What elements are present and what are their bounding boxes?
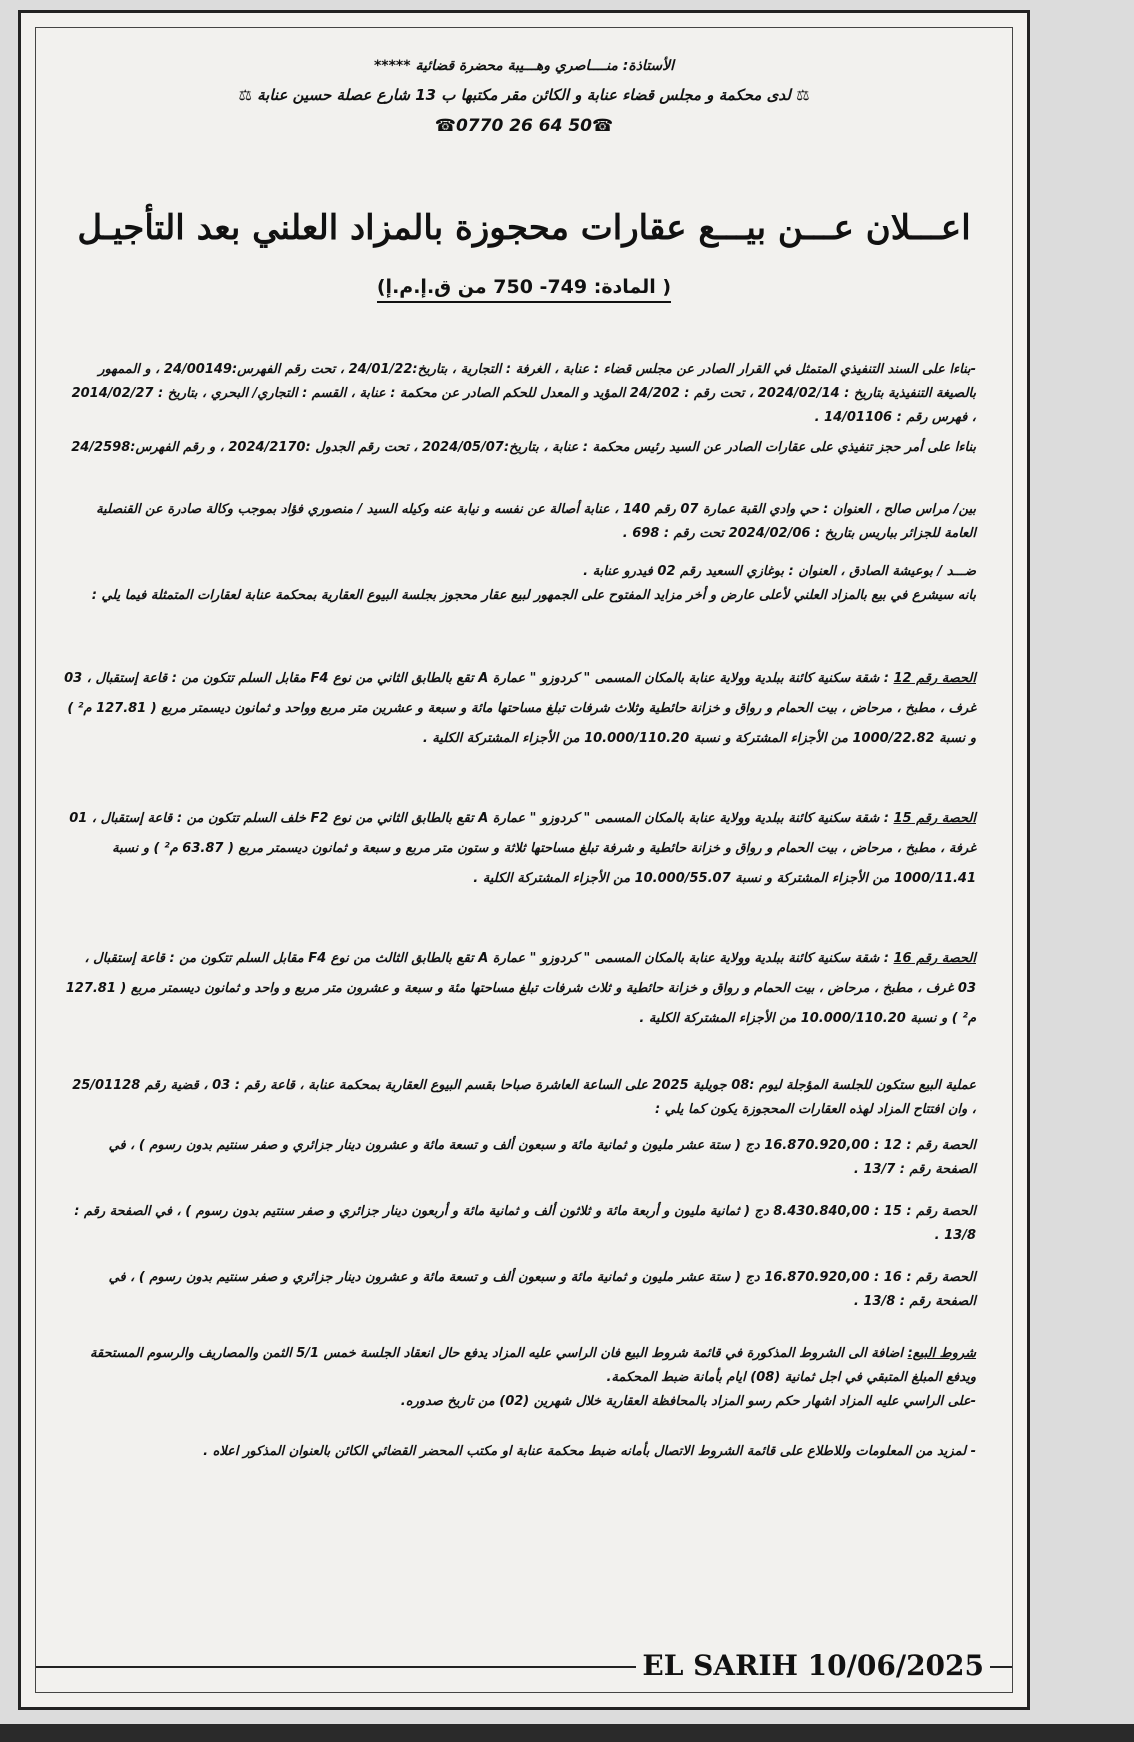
bailiff-phone: [36, 116, 1012, 136]
bailiff-name: ***** الأستاذة: منــــاصري وهـــيبة محضرة قضائية: [373, 58, 675, 74]
lot-label: الحصة رقم 16: [893, 951, 976, 966]
price-lot-12: الحصة رقم : 12 : 16.870.920,00 دج ( ستة عشر مليون و ثمانية مائة و سبعون ألف و تسعة مائة و عشرون دينار جزائري و صفر سنتيم بدون رسوم ) ، في الصفحة رقم : 13/7 .: [108, 1138, 976, 1177]
legal-article: ( المادة: 749- 750 من ق.إ.م.إ): [377, 276, 671, 303]
sale-conditions: [64, 1342, 976, 1414]
conditions-label: شروط البيع:: [907, 1346, 976, 1361]
phone-icon: ☎: [592, 116, 614, 136]
newspaper-clipping: [18, 10, 1030, 1710]
paragraph-auction-intro: بانه سيشرع في بيع بالمزاد العلني لأعلى عارض و أخر مزايد المفتوح على الجمهور لبيع عقار محجوز بجلسة البيوع العقارية بمحكمة عنابة لعقارات المتمثلة فيما يلي :: [91, 588, 976, 603]
lot-description: : شقة سكنية كائنة ببلدية وولاية عنابة بالمكان المسمى " كردوزو " عمارة A تقع بالطابق الثاني من نوع F4 مقابل السلم تتكون من : قاعة إستقبال ، 03 غرف ، مطبخ ، مرحاض ، بيت الحمام و رواق و خزانة حائطية وثلاث شرفات تبلغ مساحتها مائة و سبعة و عشرين متر مربع وواحد و ثمانون ديسمتر مربع ( 127.81 م² ) و نسبة 1000/22.82 من الأجزاء المشتركة و نسبة 10.000/110.20 من الأجزاء المشتركة الكلية .: [64, 671, 976, 746]
notice-subtitle: [36, 276, 1012, 298]
bottom-edge: [0, 1724, 1134, 1742]
paragraph-seizure-order: بناءا على أمر حجز تنفيذي على عقارات الصادر عن السيد رئيس محكمة : عنابة ، بتاريخ:2024/05/07 ، تحت رقم الجدول :2024/2170 ، و رقم الفهرس:24/2598: [71, 440, 976, 455]
notice-frame: [35, 27, 1013, 1693]
lot-16: [64, 944, 976, 1034]
bailiff-address-text: لدى محكمة و مجلس قضاء عنابة و الكائن مقر مكتبها ب 13 شارع عصلة حسين عنابة: [257, 86, 791, 104]
paragraph-title-deed: -بناءا على السند التنفيذي المتمثل في القرار الصادر عن مجلس قضاء : عنابة ، الغرفة : التجارية ، بتاريخ:24/01/22 ، تحت رقم الفهرس:24/00149 ، و الممهور بالصيغة التنفيذية بتاريخ : 2024/02/14 ، تحت رقم : 24/202 المؤيد و المعدل للحكم الصادر عن محكمة : عنابة ، القسم : التجاري/ البحري ، بتاريخ : 2014/02/27 ، فهرس رقم : 14/01106 .: [71, 362, 976, 425]
scales-icon: ⚖: [790, 86, 810, 104]
bailiff-address: [36, 86, 1012, 104]
session-details: عملية البيع ستكون للجلسة المؤجلة ليوم :08 جويلية 2025 على الساعة العاشرة صباحا بقسم البيوع العقارية بمحكمة عنابة ، قاعة رقم : 03 ، قضية رقم 25/01128 ، وان افتتاح المزاد لهذه العقارات المحجوزة يكون كما يلي :: [72, 1078, 976, 1117]
phone-icon: ☎: [434, 116, 456, 136]
lot-12: [64, 664, 976, 754]
lot-label: الحصة رقم 12: [893, 671, 976, 686]
publication-footer: EL SARIH 10/06/2025: [636, 1649, 990, 1682]
notice-title: اعـــلان عـــن بيـــع عقارات محجوزة بالمزاد العلني بعد التأجيـل: [77, 208, 971, 248]
contact-info: - لمزيد من المعلومات وللاطلاع على قائمة الشروط الاتصال بأمانه ضبط محكمة عنابة او مكتب المحضر القضائي الكائن بالعنوان المذكور اعلاه .: [203, 1444, 976, 1459]
scales-icon: ⚖: [238, 86, 258, 104]
phone-number: 0770 26 64 50: [455, 116, 593, 136]
lot-15: [64, 804, 976, 894]
conditions-publication: -على الراسي عليه المزاد اشهار حكم رسو المزاد بالمحافظة العقارية خلال شهرين (02) من تاريخ صدوره.: [400, 1394, 976, 1409]
conditions-text: اضافة الى الشروط المذكورة في قائمة شروط البيع فان الراسي عليه المزاد يدفع حال انعقاد الجلسة خمس 5/1 الثمن والمصاريف والرسوم المستحقة ويدفع المبلغ المتبقي في اجل ثمانية (08) ايام بأمانة ضبط المحكمة.: [90, 1346, 976, 1385]
price-lot-15: الحصة رقم : 15 : 8.430.840,00 دج ( ثمانية مليون و أربعة مائة و ثلاثون ألف و ثمانية مائة و أربعون دينار جزائري و صفر سنتيم بدون رسوم ) ، في الصفحة رقم : 13/8 .: [74, 1204, 976, 1243]
price-lot-16: الحصة رقم : 16 : 16.870.920,00 دج ( ستة عشر مليون و ثمانية مائة و سبعون ألف و تسعة مائة و عشرون دينار جزائري و صفر سنتيم بدون رسوم ) ، في الصفحة رقم : 13/8 .: [108, 1270, 976, 1309]
lot-description: : شقة سكنية كائنة ببلدية وولاية عنابة بالمكان المسمى " كردوزو " عمارة A تقع بالطابق الثاني من نوع F2 خلف السلم تتكون من : قاعة إستقبال ، 01 غرفة ، مطبخ ، مرحاض ، بيت الحمام و رواق و خزانة حائطية و شرفة تبلغ مساحتها ثلاثة و ستون متر مربع و سبعة و ثمانون ديسمتر مربع ( 63.87 م² ) و نسبة 1000/11.41 من الأجزاء المشتركة و نسبة 10.000/55.07 من الأجزاء المشتركة الكلية .: [69, 811, 976, 886]
lot-description: : شقة سكنية كائنة ببلدية وولاية عنابة بالمكان المسمى " كردوزو " عمارة A تقع بالطابق الثالث من نوع F4 مقابل السلم تتكون من : قاعة إستقبال ، 03 غرف ، مطبخ ، مرحاض ، بيت الحمام و رواق و خزانة حائطية و ثلاث شرفات تبلغ مساحتها مئة و سبعة و عشرون متر مربع و واحد و ثمانون ديسمتر مربع ( 127.81 م² ) و نسبة 10.000/110.20 من الأجزاء المشتركة الكلية .: [65, 951, 976, 1026]
paragraph-creditor: بين/ مراس صالح ، العنوان : حي وادي القبة عمارة 07 رقم 140 ، عنابة أصالة عن نفسه و نيابة عنه وكيله السيد / منصوري فؤاد بموجب وكالة صادرة عن القنصلية العامة للجزائر بباريس بتاريخ : 2024/02/06 تحت رقم : 698 .: [96, 502, 976, 541]
paragraph-debtor: ضـــد / بوعيشة الصادق ، العنوان : بوغازي السعيد رقم 02 فيدرو عنابة .: [583, 564, 976, 579]
lot-label: الحصة رقم 15: [893, 811, 976, 826]
